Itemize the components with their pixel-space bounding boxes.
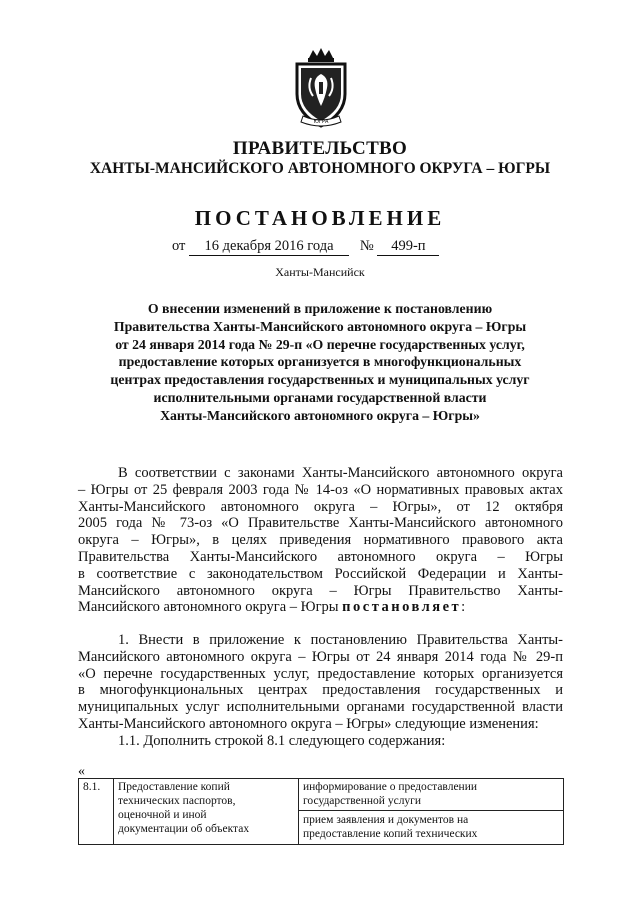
- sub-item-line: предоставление копий технических: [303, 828, 478, 840]
- document-date: 16 декабря 2016 года: [189, 238, 349, 256]
- service-name-line: Предоставление копий: [118, 781, 230, 793]
- service-name-cell: [114, 779, 299, 845]
- paragraph-line: Мансийского автономного округа – Югры Правительство Ханты-: [78, 582, 563, 599]
- paragraph-line: в соответствие с законодательством Российской Федерации и Ханты-: [78, 565, 563, 582]
- paragraph-line: муниципальных услуг исполнительными органами государственной власти: [78, 699, 563, 716]
- paragraph-line: «О перечне государственных услуг, предоставление которых организуется: [78, 665, 563, 682]
- quote-open-mark: «: [78, 764, 85, 779]
- document-date-number: [172, 238, 439, 256]
- subject-line: исполнительными органами государственной власти: [153, 389, 487, 405]
- paragraph-line: 1. Внести в приложение к постановлению Правительства Ханты-: [118, 632, 563, 648]
- row-number-cell: 8.1.: [79, 779, 114, 845]
- subject-line: от 24 января 2014 года № 29-п «О перечне государственных услуг,: [115, 336, 525, 352]
- sub-item: [299, 813, 563, 843]
- khmao-yugra-coat-of-arms-icon: [289, 48, 353, 130]
- government-region-title: ХАНТЫ-МАНСИЙСКОГО АВТОНОМНОГО ОКРУГА – ЮГРЫ: [89, 160, 551, 177]
- sub-item: [299, 780, 563, 811]
- subject-line: центрах предоставления государственных и муниципальных услуг: [110, 372, 530, 388]
- paragraph-line: округа – Югры», в целях приведения нормативного правового акта: [78, 532, 563, 549]
- government-title: ПРАВИТЕЛЬСТВО: [232, 138, 408, 159]
- from-label: от: [172, 238, 186, 254]
- paragraph-line: 2005 года № 73-оз «О Правительстве Ханты-Мансийского автономного: [78, 515, 563, 532]
- paragraph-line: 1.1. Дополнить строкой 8.1 следующего содержания:: [118, 732, 446, 749]
- document-subject: [90, 300, 550, 425]
- subject-line: Правительства Ханты-Мансийского автономного округа – Югры: [113, 318, 527, 334]
- paragraph-line: – Югры от 25 февраля 2003 года № 14-оз «О нормативных правовых актах: [78, 481, 563, 498]
- subject-line: Ханты-Мансийского автономного округа – Югры»: [160, 407, 480, 423]
- paragraph-line: Правительства Ханты-Мансийского автономного округа – Югры: [78, 548, 563, 565]
- resolution-keyword: постановляет: [342, 599, 462, 616]
- sub-items-cell: [299, 779, 564, 845]
- sub-item-line: прием заявления и документов на: [303, 814, 469, 826]
- document-number: 499-п: [377, 238, 439, 256]
- number-label: №: [359, 238, 374, 254]
- subject-line: предоставление которых организуется в многофункциональных: [118, 354, 522, 370]
- paragraph-line: В соответствии с законами Ханты-Мансийского автономного округа: [118, 465, 563, 481]
- service-name-line: технических паспортов,: [118, 795, 236, 807]
- paragraph-line: в многофункциональных центрах предоставления государственных и: [78, 682, 563, 699]
- resolution-colon: :: [461, 599, 466, 616]
- service-name-line: документации об объектах: [118, 823, 250, 835]
- resolution-prefix: Мансийского автономного округа – Югры: [78, 599, 339, 616]
- sub-item-line: информирование о предоставлении: [303, 781, 478, 793]
- subject-line: О внесении изменений в приложение к постановлению: [147, 301, 493, 316]
- preamble-paragraph: [78, 465, 563, 616]
- services-table: [78, 778, 564, 845]
- amendment-paragraph: [78, 632, 563, 750]
- paragraph-line: Мансийского автономного округа – Югры от 24 января 2014 года № 29-п: [78, 648, 563, 665]
- sub-item-line: государственной услуги: [303, 795, 422, 807]
- table-row: [79, 779, 564, 845]
- paragraph-line: Ханты-Мансийского автономного округа – Югры» следующие изменения:: [78, 715, 539, 732]
- paragraph-line: [78, 599, 563, 616]
- paragraph-line: Ханты-Мансийского автономного округа – Югры», от 12 октября: [78, 498, 563, 515]
- document-city: Ханты-Мансийск: [275, 265, 365, 279]
- document-type-title: ПОСТАНОВЛЕНИЕ: [194, 206, 446, 230]
- emblem-ribbon-text: ЮГРА: [313, 119, 329, 125]
- service-name-line: оценочной и иной: [118, 809, 207, 821]
